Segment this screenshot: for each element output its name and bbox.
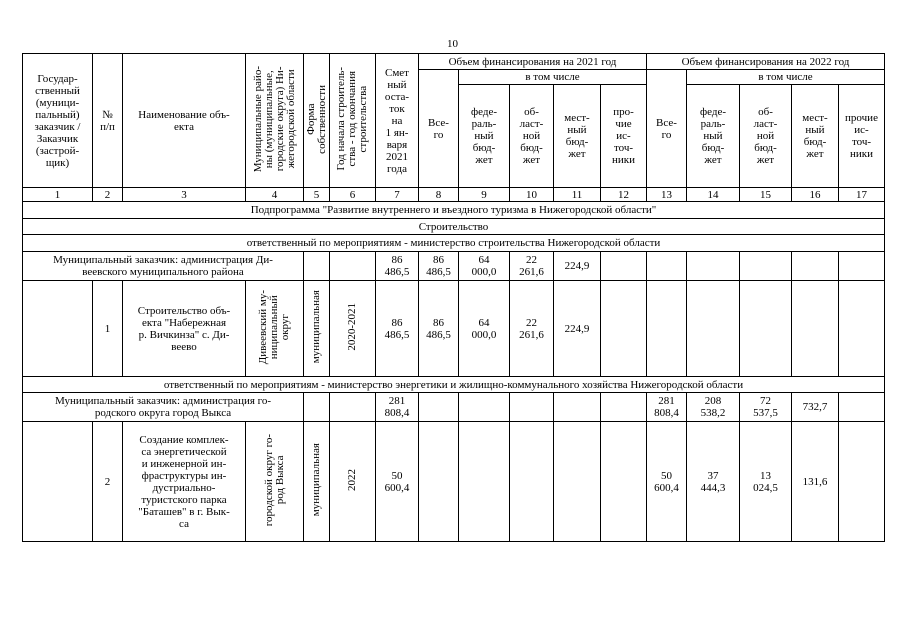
header-ownership — [304, 54, 330, 188]
object-1-c8: 86 486,5 — [419, 281, 459, 377]
colnum-16: 16 — [792, 188, 839, 202]
header-regional-2022: об- ласт- ной бюд- жет — [740, 85, 792, 188]
subprogram-title: Подпрограмма "Развитие внутреннего и въездного туризма в Нижегородской области" — [23, 202, 885, 219]
object-2-c15: 13 024,5 — [740, 422, 792, 542]
customer-1-c7: 86 486,5 — [376, 252, 419, 281]
header-total-2021: Все- го — [419, 70, 459, 188]
object-2-c8 — [419, 422, 459, 542]
customer-1-c9: 64 000,0 — [459, 252, 510, 281]
object-2-ownership-text: муниципальная — [310, 443, 322, 517]
header-regional-2021: об- ласт- ной бюд- жет — [510, 85, 554, 188]
customer-1-c6 — [330, 252, 376, 281]
object-row-2 — [23, 422, 885, 542]
object-1-c11: 224,9 — [554, 281, 601, 377]
financing-table — [22, 53, 885, 542]
object-2-name: Создание комплек- са энергетической и инженерной ин- фраструктуры ин- дустриально- туристского парка "Баташев" в г. Вык- са — [123, 422, 246, 542]
object-1-years-text: 2020-2021 — [346, 303, 358, 351]
colnum-12: 12 — [601, 188, 647, 202]
customer-2-c17 — [839, 393, 885, 422]
object-2-c9 — [459, 422, 510, 542]
customer-2-c9 — [459, 393, 510, 422]
responsible-1: ответственный по мероприятиям - министерство строительства Нижегородской области — [23, 235, 885, 252]
responsible-row-1 — [23, 235, 885, 252]
object-row-1 — [23, 281, 885, 377]
header-customer: Государ- ственный (муници- пальный) заказчик / Заказчик (застрой- щик) — [23, 54, 93, 188]
header-district-text: Муниципальные райо- ны (муниципальные, городские округа) Ни- жегородской области — [251, 65, 297, 173]
object-1-c13 — [647, 281, 687, 377]
colnum-10: 10 — [510, 188, 554, 202]
customer-1-label: Муниципальный заказчик: администрация Ди- веевского муниципального района — [23, 252, 304, 281]
customer-1-c13 — [647, 252, 687, 281]
header-estimate: Смет ный оста- ток на 1 ян- варя 2021 года — [376, 54, 419, 188]
colnum-11: 11 — [554, 188, 601, 202]
header-years-text: Год начала строитель- ства - год окончания строительства — [335, 67, 369, 171]
customer-1-c11: 224,9 — [554, 252, 601, 281]
colnum-17: 17 — [839, 188, 885, 202]
customer-2-c5 — [304, 393, 330, 422]
colnum-6: 6 — [330, 188, 376, 202]
header-local-2022: мест- ный бюд- жет — [792, 85, 839, 188]
header-ownership-text: Форма собственности — [304, 84, 328, 154]
header-incl-2021: в том числе — [459, 70, 647, 85]
colnum-13: 13 — [647, 188, 687, 202]
object-1-district-text: Дивеевский му- ниципальный округ — [257, 289, 291, 365]
customer-1-c8: 86 486,5 — [419, 252, 459, 281]
object-1-c1 — [23, 281, 93, 377]
header-federal-2022: феде- раль- ный бюд- жет — [687, 85, 740, 188]
object-2-c11 — [554, 422, 601, 542]
customer-1-c10: 22 261,6 — [510, 252, 554, 281]
subprogram-row — [23, 202, 885, 219]
responsible-2: ответственный по мероприятиям - министерство энергетики и жилищно-коммунального хозяйства Нижегородской области — [23, 377, 885, 393]
object-2-c12 — [601, 422, 647, 542]
customer-1-c17 — [839, 252, 885, 281]
object-2-district-text: городской округ го- род Выкса — [262, 433, 286, 527]
section-row — [23, 219, 885, 235]
customer-2-c12 — [601, 393, 647, 422]
customer-2-c11 — [554, 393, 601, 422]
customer-2-c13: 281 808,4 — [647, 393, 687, 422]
header-incl-2022: в том числе — [687, 70, 885, 85]
object-1-c15 — [740, 281, 792, 377]
object-1-district — [246, 281, 304, 377]
object-2-district — [246, 422, 304, 542]
object-2-years-text: 2022 — [346, 469, 358, 491]
customer-2-c14: 208 538,2 — [687, 393, 740, 422]
colnum-2: 2 — [93, 188, 123, 202]
object-2-years — [330, 422, 376, 542]
colnum-7: 7 — [376, 188, 419, 202]
customer-row-1 — [23, 252, 885, 281]
header-fin-2021: Объем финансирования на 2021 год — [419, 54, 647, 70]
object-2-num: 2 — [93, 422, 123, 542]
object-2-c10 — [510, 422, 554, 542]
object-2-c7: 50 600,4 — [376, 422, 419, 542]
object-2-c14: 37 444,3 — [687, 422, 740, 542]
colnum-9: 9 — [459, 188, 510, 202]
object-1-num: 1 — [93, 281, 123, 377]
customer-2-c15: 72 537,5 — [740, 393, 792, 422]
object-1-ownership — [304, 281, 330, 377]
responsible-row-2 — [23, 377, 885, 393]
header-district — [246, 54, 304, 188]
customer-1-c14 — [687, 252, 740, 281]
object-2-c16: 131,6 — [792, 422, 839, 542]
object-1-ownership-text: муниципальная — [310, 290, 322, 364]
customer-2-c7: 281 808,4 — [376, 393, 419, 422]
customer-1-c12 — [601, 252, 647, 281]
object-2-c13: 50 600,4 — [647, 422, 687, 542]
header-years — [330, 54, 376, 188]
customer-row-2 — [23, 393, 885, 422]
customer-2-label: Муниципальный заказчик: администрация го- родского округа город Выкса — [23, 393, 304, 422]
object-1-c17 — [839, 281, 885, 377]
object-1-c9: 64 000,0 — [459, 281, 510, 377]
column-number-row — [23, 188, 885, 202]
header-local-2021: мест- ный бюд- жет — [554, 85, 601, 188]
page-number: 10 — [447, 38, 458, 50]
object-1-c10: 22 261,6 — [510, 281, 554, 377]
object-1-years — [330, 281, 376, 377]
object-1-c7: 86 486,5 — [376, 281, 419, 377]
object-2-c1 — [23, 422, 93, 542]
customer-2-c8 — [419, 393, 459, 422]
header-fin-2022: Объем финансирования на 2022 год — [647, 54, 885, 70]
colnum-14: 14 — [687, 188, 740, 202]
colnum-5: 5 — [304, 188, 330, 202]
header-num: № п/п — [93, 54, 123, 188]
object-1-c14 — [687, 281, 740, 377]
object-2-c17 — [839, 422, 885, 542]
object-1-name: Строительство объ- екта "Набережная р. Вичкинза" с. Ди- веево — [123, 281, 246, 377]
colnum-1: 1 — [23, 188, 93, 202]
colnum-4: 4 — [246, 188, 304, 202]
customer-2-c6 — [330, 393, 376, 422]
colnum-8: 8 — [419, 188, 459, 202]
header-other-2022: прочие ис- точ- ники — [839, 85, 885, 188]
customer-1-c15 — [740, 252, 792, 281]
customer-2-c16: 732,7 — [792, 393, 839, 422]
colnum-3: 3 — [123, 188, 246, 202]
object-1-c12 — [601, 281, 647, 377]
object-1-c16 — [792, 281, 839, 377]
object-2-ownership — [304, 422, 330, 542]
header-other-2021: про- чие ис- точ- ники — [601, 85, 647, 188]
customer-2-c10 — [510, 393, 554, 422]
header-row-1 — [23, 54, 885, 70]
header-object-name: Наименование объ- екта — [123, 54, 246, 188]
customer-1-c16 — [792, 252, 839, 281]
header-federal-2021: феде- раль- ный бюд- жет — [459, 85, 510, 188]
section-title: Строительство — [23, 219, 885, 235]
header-total-2022: Все- го — [647, 70, 687, 188]
colnum-15: 15 — [740, 188, 792, 202]
customer-1-c5 — [304, 252, 330, 281]
